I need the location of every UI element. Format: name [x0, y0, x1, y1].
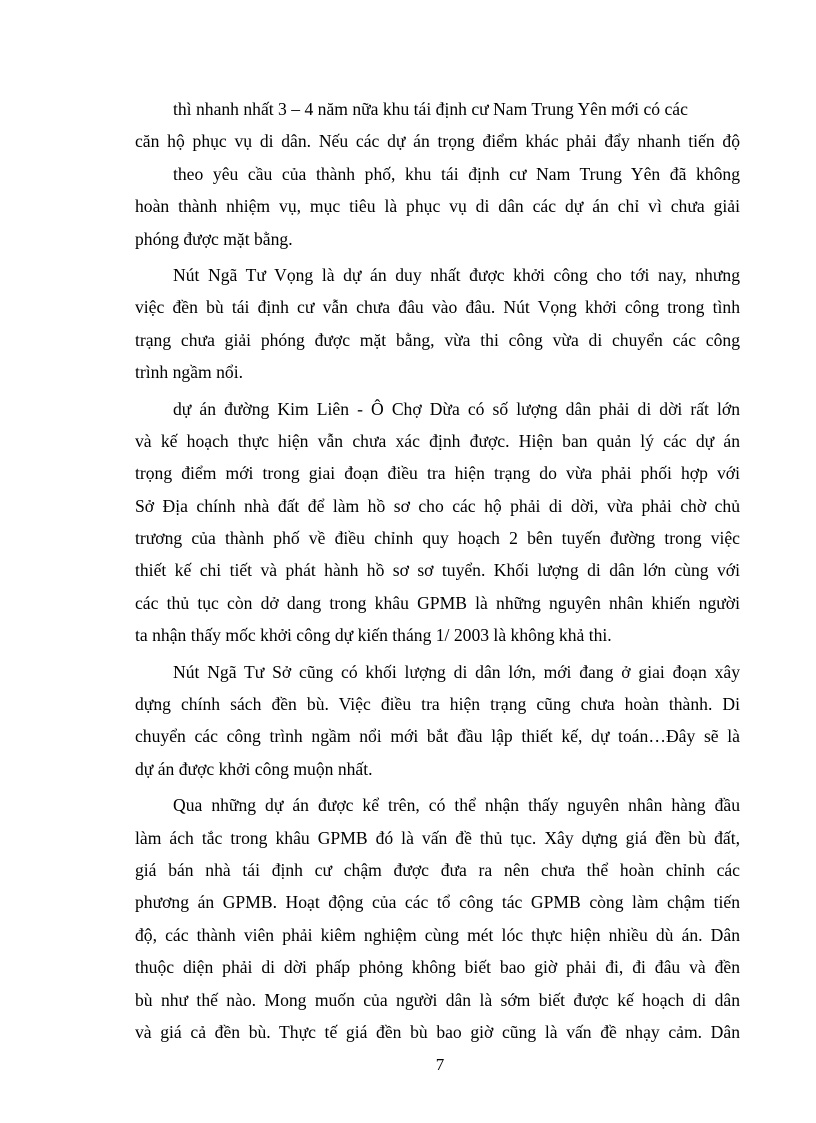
body-text — [135, 93, 740, 1048]
paragraph-4 — [135, 656, 740, 786]
text-line: Nút Ngã Tư Sở cũng có khối lượng di dân lớn, mới đang ở giai đoạn xây — [173, 661, 740, 682]
text-line: làm ách tắc trong khâu GPMB đó là vấn đề thủ tục. Xây dựng giá đền bù đất, — [135, 827, 740, 848]
text-line: trạng chưa giải phóng được mặt bằng, vừa thi công vừa di chuyển các công — [135, 329, 740, 350]
text-line: Nút Ngã Tư Vọng là dự án duy nhất được khởi công cho tới nay, nhưng — [173, 264, 740, 285]
paragraph-5 — [135, 789, 740, 1048]
text-line: và giá cả đền bù. Thực tế giá đền bù bao giờ cũng là vấn đề nhạy cảm. Dân — [135, 1021, 740, 1042]
text-line: thuộc diện phải di dời phấp phỏng không biết bao giờ phải đi, đi đâu và đền — [135, 957, 740, 978]
text-line: giá bán nhà tái định cư chậm được đưa ra nên chưa thể hoàn chỉnh các — [135, 859, 740, 880]
text-line: dự án đường Kim Liên - Ô Chợ Dừa có số lượng dân phải di dời rất lớn — [173, 398, 740, 419]
text-line: thiết kế chi tiết và phát hành hồ sơ sơ tuyển. Khối lượng di dân lớn cùng với — [135, 560, 740, 581]
text-line: trương của thành phố về điều chỉnh quy hoạch 2 bên tuyến đường trong việc — [135, 528, 740, 549]
page-number: 7 — [435, 1055, 445, 1074]
text-line: dự án được khởi công muộn nhất. — [135, 758, 373, 779]
paragraph-1 — [135, 93, 740, 255]
text-line: trọng điểm mới trong giai đoạn điều tra hiện trạng do vừa phải phối hợp với — [135, 463, 740, 484]
text-line: phương án GPMB. Hoạt động của các tổ công tác GPMB còng làm chậm tiến — [135, 892, 740, 913]
text-line: dựng chính sách đền bù. Việc điều tra hiện trạng cũng chưa hoàn thành. Di — [135, 694, 740, 715]
text-line: trình ngầm nổi. — [135, 362, 243, 383]
text-line: theo yêu cầu của thành phố, khu tái định cư Nam Trung Yên đã không — [173, 163, 740, 184]
text-line: độ, các thành viên phải kiêm nghiệm cùng mét lóc thực hiện nhiều dù án. Dân — [135, 924, 740, 945]
text-line: căn hộ phục vụ di dân. Nếu các dự án trọng điểm khác phải đẩy nhanh tiến độ — [135, 131, 740, 152]
text-line: bù như thế nào. Mong muốn của người dân là sớm biết được kế hoạch di dân — [135, 989, 740, 1010]
text-line: ta nhận thấy mốc khởi công dự kiến tháng 1/ 2003 là không khả thi. — [135, 625, 612, 646]
text-line: thì nhanh nhất 3 – 4 năm nữa khu tái định cư Nam Trung Yên mới có các — [173, 99, 688, 119]
paragraph-2 — [135, 259, 740, 389]
text-line: và kế hoạch thực hiện vẫn chưa xác định được. Hiện ban quản lý các dự án — [135, 430, 740, 451]
paragraph-3 — [135, 393, 740, 652]
text-line: chuyển các công trình ngầm nổi mới bắt đầu lập thiết kế, dự toán…Đây sẽ là — [135, 726, 740, 747]
text-line: hoàn thành nhiệm vụ, mục tiêu là phục vụ di dân các dự án chỉ vì chưa giải — [135, 196, 740, 217]
text-line: Sở Địa chính nhà đất để làm hồ sơ cho các hộ phải di dời, vừa phải chờ chủ — [135, 495, 740, 516]
text-line: phóng được mặt bằng. — [135, 228, 293, 249]
text-line: việc đền bù tái định cư vẫn chưa đâu vào đâu. Nút Vọng khởi công trong tình — [135, 297, 740, 318]
text-line: các thủ tục còn dở dang trong khâu GPMB là những nguyên nhân khiến người — [135, 592, 740, 613]
text-line: Qua những dự án được kể trên, có thể nhận thấy nguyên nhân hàng đầu — [173, 795, 740, 816]
